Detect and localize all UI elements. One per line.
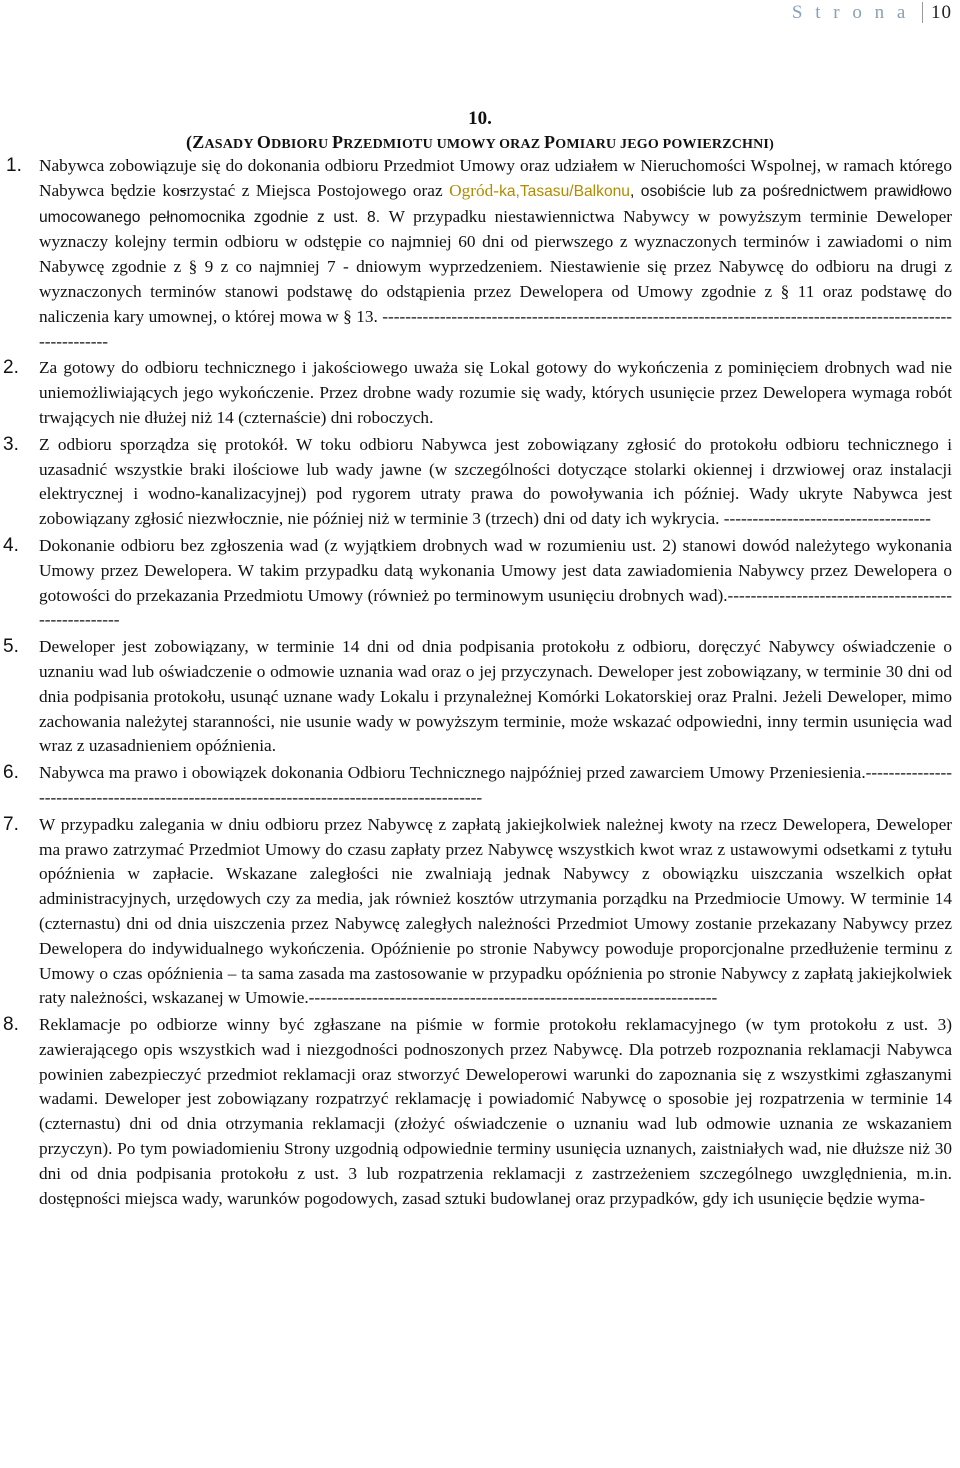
paragraph-item <box>0 635 960 759</box>
paragraph-item <box>0 761 960 811</box>
paragraph-text: Ogród- <box>449 180 500 200</box>
paragraph-number: 2. <box>3 357 19 379</box>
item-list <box>0 154 960 1213</box>
paragraph-text: , osobiście lub za pośrednictwem prawidłowo umocowanego pełnomocnika zgodnie z ust. 8. <box>39 182 952 226</box>
title-text: ASADY <box>204 137 257 152</box>
paragraph-text: Dokonanie odbioru bez zgłoszenia wad (z wyjątkiem drobnych wad w rozumieniu ust. 2) stanowi dowód należytego wykonania Umowy przez Dewelopera. W takim przypadku datą wykonania Umowy jest data zawiadomienia Nabywcy przez Dewelopera o gotowości do przekazania Przedmiotu Umowy (również po terminowym usunięciu drobnych wad).----------------------------------------------------- <box>39 535 952 630</box>
title-text: RZEDMIOTU UMOWY ORAZ <box>343 137 545 152</box>
section-number: 10. <box>468 108 492 129</box>
paragraph-text: Nabywca ma prawo i obowiązek dokonania Odbioru Technicznego najpóźniej przed zawarciem Umowy Przeniesienia.-------------------------------------------------------------------------------------------- <box>39 763 952 807</box>
page-header <box>792 2 952 24</box>
paragraph-text: Za gotowy do odbioru technicznego i jakościowego uważa się Lokal gotowy do wykończenia z pominięciem drobnych wad nie uniemożliwiających jego wykończenie. Przez drobne wady rozumie się wady, których usunięcie przez Dewelopera wymaga robót trwających nie dłużej niż 14 (czternaście) dni roboczych. <box>39 358 952 427</box>
paragraph-item <box>0 813 960 1011</box>
paragraph-text: rzystać z Miejsca Postojowego oraz <box>186 180 450 200</box>
page-number: 10 <box>922 2 952 23</box>
paragraph-text: Deweloper jest zobowiązany, w terminie 14 dni od dnia podpisania protokołu z odbioru, doręczyć Nabywcy oświadczenie o uznaniu wad lub oświadczenie o odmowie uznania wad oraz o jej przyczynach. Deweloper jest zobowiązany, w terminie 30 dni od dnia podpisania protokołu, usunąć uznane wady Lokalu i przynależnej Komórki Lokatorskiej oraz Pralni. Jeżeli Deweloper, mimo zachowania należytej staranności, nie usunie wady w powyższym terminie, może wskazać odpowiedni, inny termin usunięcia wad wraz z uzasadnieniem opóźnienia. <box>39 637 952 756</box>
paragraph-number: 5. <box>3 636 19 658</box>
paragraph-number: 3. <box>3 433 19 455</box>
paragraph-text: Z odbioru sporządza się protokół. W toku odbioru Nabywca jest zobowiązany zgłosić do protokołu odbioru technicznego i uzasadnić wszystkie braki ilościowe lub wady jawne (w szczególności dotyczące stolarki okiennej i drzwiowej oraz instalacji elektrycznej i wodno-kanalizacyjnej) pod rygorem utraty prawa do powoływania ich później. Wady ukryte Nabywca jest zobowiązany zgłosić niezwłocznie, nie później niż w terminie 3 (trzech) dni od daty ich wykrycia. ------------------------------------ <box>39 434 952 529</box>
paragraph-item <box>0 154 960 354</box>
paragraph-text: Nabywca zobowiązuje się do dokonania odbioru Przedmiot Umowy oraz udziałem w Nieruchomości Wspolnej, w ramach którego Nabywca będzie ko <box>39 156 952 200</box>
title-capital: P <box>544 132 556 152</box>
paragraph-text: s <box>179 180 187 200</box>
paragraph-text: W przypadku zalegania w dniu odbioru przez Nabywcę z zapłatą jakiejkolwiek należnej kwoty na rzecz Dewelopera, Deweloper ma prawo zatrzymać Przedmiot Umowy do czasu zapłaty przez Nabywcę wszystkich kwot wraz z ustawowymi odsetkami z tytułu opóźnienia w zapłacie. Wskazane zaległości nie zwalniają jednak Nabywcy z obowiązku uiszczania wszelkich opłat administracyjnych, urzędowych czy za media, jak również kosztów utrzymania porządku na Przedmiocie Umowy. W terminie 14 (czternastu) dni od dnia uiszczenia przez Nabywcę zaległych należności Przedmiot Umowy zostanie przekazany Nabywcy przez Dewelopera do indywidualnego wykończenia. Opóźnienie po stronie Nabywcy powoduje proporcjonalne przedłużenie terminu z Umowy o czas opóźnienia – ta sama zasada ma zastosowanie w przypadku opóźnienia po stronie Nabywcy z zapłatą jakiejkolwiek raty należności, wskazanej w Umowie.----------------------------------------------------------------------- <box>39 814 952 1008</box>
title-text: DBIORU <box>271 137 332 152</box>
paragraph-item <box>0 534 960 633</box>
paragraph-number: 6. <box>3 762 19 784</box>
title-capital: P <box>331 132 344 152</box>
paragraph-number: 8. <box>3 1014 19 1036</box>
title-capital: O <box>256 132 272 152</box>
paragraph-text: Reklamacje po odbiorze winny być zgłaszane na piśmie w formie protokołu reklamacyjnego (w tym protokołu z ust. 3) zawierającego opis wszystkich wad i niezgodności podnoszonych przez Nabywcę. Dla potrzeb rozpoznania reklamacji Nabywca powinien zabezpieczyć przedmiot reklamacji oraz stworzyć Deweloperowi warunki do zapoznania się z wszystkimi zgłaszanymi wadami. Deweloper jest zobowiązany rozpatrzyć reklamację i powiadomić Nabywcę o sposobie jej rozpatrzenia w terminie 14 (czternastu) dni od dnia otrzymania reklamacji (złożyć oświadczenie o uznaniu wad lub odmowie uznania ze wskazaniem przyczyn). Po tym powiadomieniu Strony uzgodnią odpowiednie terminy usunięcia uznanych, zaistniałych wad, nie dłuższe niż 30 dni od dnia podpisania protokołu z ust. 3 lub rozpatrzenia reklamacji z zastrzeżeniem szczególnego uwzględnienia, m.in. dostępności miejsca wady, warunków pogodowych, zasad sztuki budowlanej oraz przypadków, gdy ich usunięcie będzie wyma- <box>39 1015 952 1208</box>
paragraph-number: 7. <box>3 813 19 835</box>
paragraph-text: ka,Tasasu/Balkonu <box>499 182 630 200</box>
section-title <box>0 132 960 153</box>
paragraph-item <box>0 356 960 430</box>
title-text: OMIARU JEGO POWIERZCHNI) <box>555 137 774 152</box>
paragraph-text: W przypadku niestawiennictwa Nabywcy w powyższym terminie Deweloper wyznaczy kolejny termin odbioru w odstępie co najmniej 60 dni od pierwszego z wyznaczonych terminów i zawiadomi o nim Nabywcę zgodnie z § 9 z co najmniej 7 - dniowym wyprzedzeniem. Niestawienie się przez Nabywcę do odbioru na drugi z wyznaczonych terminów stanowi podstawę do odstąpienia przez Dewelopera od Umowy zgodnie z § 11 oraz podstawę do naliczenia kary umownej, o której mowa w § 13. --------------------------------------------------------------------------------------------------------------- <box>39 206 952 351</box>
paragraph-item <box>0 433 960 532</box>
paragraph-number: 1. <box>6 155 22 176</box>
paragraph-number: 4. <box>3 534 19 556</box>
paragraph-item <box>0 1013 960 1211</box>
title-capital: (Z <box>186 132 205 152</box>
page-label: S t r o n a <box>791 2 910 23</box>
